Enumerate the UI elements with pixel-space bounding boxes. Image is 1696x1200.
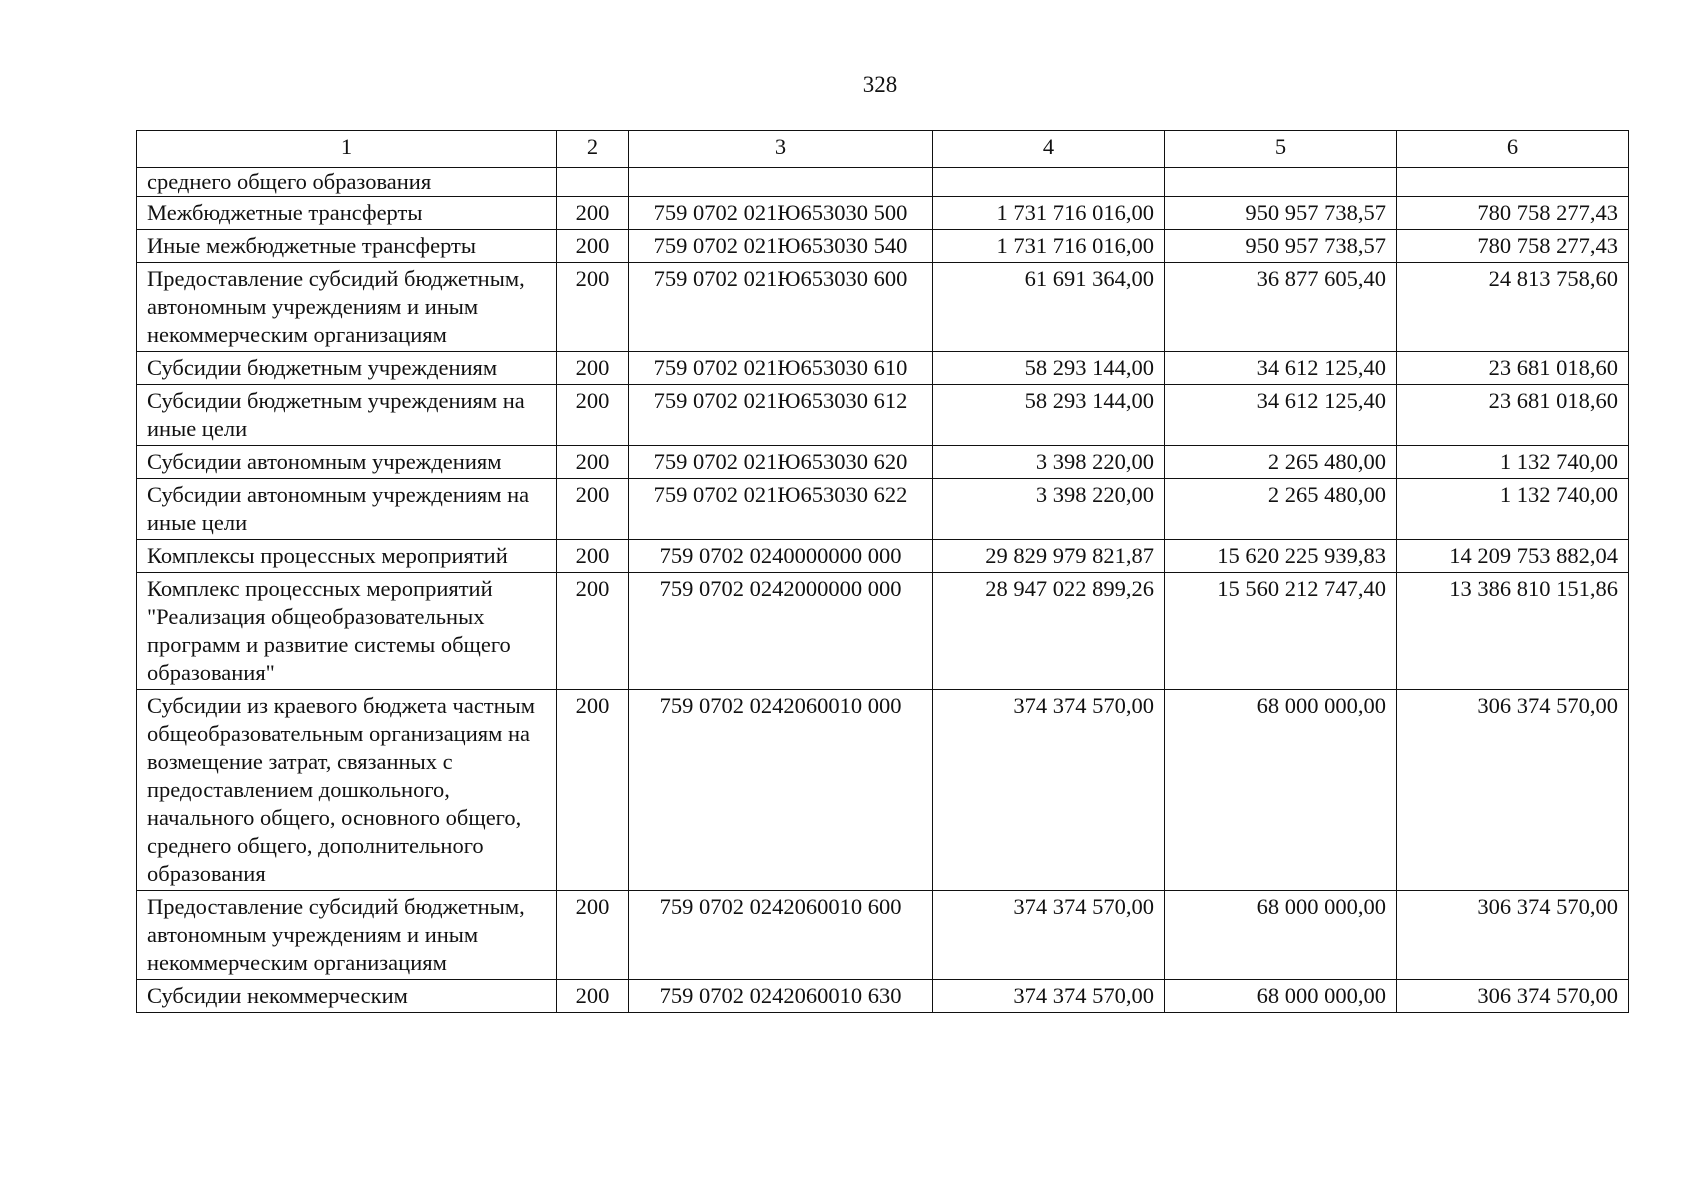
- row-amount-col5: 34 612 125,40: [1165, 352, 1397, 385]
- table-row: [137, 263, 1629, 352]
- row-classification: 759 0702 0242060010 600: [629, 891, 933, 980]
- table-body: [137, 168, 1629, 1013]
- row-name: Иные межбюджетные трансферты: [137, 230, 557, 263]
- row-amount-col4: 1 731 716 016,00: [933, 230, 1165, 263]
- row-amount-col4: 28 947 022 899,26: [933, 573, 1165, 690]
- table-row: [137, 980, 1629, 1013]
- row-amount-col5: 15 620 225 939,83: [1165, 540, 1397, 573]
- row-amount-col5: 34 612 125,40: [1165, 385, 1397, 446]
- row-amount-col6: 780 758 277,43: [1397, 230, 1629, 263]
- row-name: Субсидии бюджетным учреждениям: [137, 352, 557, 385]
- row-amount-col4: 1 731 716 016,00: [933, 197, 1165, 230]
- row-amount-col6: 306 374 570,00: [1397, 690, 1629, 891]
- row-name: Субсидии автономным учреждениям на иные цели: [137, 479, 557, 540]
- row-amount-col4: 374 374 570,00: [933, 980, 1165, 1013]
- row-name: Комплекс процессных мероприятий "Реализация общеобразовательных программ и развитие системы общего образования": [137, 573, 557, 690]
- row-classification: 759 0702 021Ю653030 622: [629, 479, 933, 540]
- row-amount-col6: 24 813 758,60: [1397, 263, 1629, 352]
- row-code: 200: [557, 385, 629, 446]
- row-code: 200: [557, 446, 629, 479]
- row-name: среднего общего образования: [137, 168, 557, 197]
- row-name: Предоставление субсидий бюджетным, автономным учреждениям и иным некоммерческим организациям: [137, 891, 557, 980]
- row-amount-col6: [1397, 168, 1629, 197]
- row-classification: 759 0702 021Ю653030 612: [629, 385, 933, 446]
- table-row: [137, 891, 1629, 980]
- row-amount-col6: 306 374 570,00: [1397, 980, 1629, 1013]
- row-code: 200: [557, 573, 629, 690]
- row-classification: 759 0702 0240000000 000: [629, 540, 933, 573]
- row-amount-col5: 2 265 480,00: [1165, 446, 1397, 479]
- row-code: [557, 168, 629, 197]
- row-amount-col4: 58 293 144,00: [933, 385, 1165, 446]
- row-code: 200: [557, 891, 629, 980]
- table-header: [137, 131, 1629, 168]
- row-name: Субсидии из краевого бюджета частным общеобразовательным организациям на возмещение затрат, связанных с предоставлением дошкольного, начального общего, основного общего, среднего общего, дополнительного образования: [137, 690, 557, 891]
- row-amount-col5: 68 000 000,00: [1165, 980, 1397, 1013]
- column-header: 5: [1165, 131, 1397, 168]
- column-header: 1: [137, 131, 557, 168]
- row-amount-col6: 23 681 018,60: [1397, 385, 1629, 446]
- row-classification: 759 0702 021Ю653030 540: [629, 230, 933, 263]
- row-amount-col4: 3 398 220,00: [933, 446, 1165, 479]
- row-code: 200: [557, 197, 629, 230]
- row-amount-col4: 374 374 570,00: [933, 891, 1165, 980]
- row-amount-col6: 14 209 753 882,04: [1397, 540, 1629, 573]
- row-classification: 759 0702 0242000000 000: [629, 573, 933, 690]
- row-classification: [629, 168, 933, 197]
- table-row: [137, 230, 1629, 263]
- table-row: [137, 385, 1629, 446]
- row-amount-col5: 950 957 738,57: [1165, 197, 1397, 230]
- row-name: Субсидии некоммерческим: [137, 980, 557, 1013]
- column-header: 2: [557, 131, 629, 168]
- column-header: 3: [629, 131, 933, 168]
- row-amount-col5: 68 000 000,00: [1165, 690, 1397, 891]
- table-row: [137, 573, 1629, 690]
- table-row: [137, 540, 1629, 573]
- row-name: Субсидии автономным учреждениям: [137, 446, 557, 479]
- row-amount-col4: 61 691 364,00: [933, 263, 1165, 352]
- row-classification: 759 0702 021Ю653030 600: [629, 263, 933, 352]
- row-amount-col5: 36 877 605,40: [1165, 263, 1397, 352]
- row-classification: 759 0702 021Ю653030 620: [629, 446, 933, 479]
- row-amount-col6: 306 374 570,00: [1397, 891, 1629, 980]
- page-number: 328: [862, 72, 898, 97]
- row-amount-col4: 29 829 979 821,87: [933, 540, 1165, 573]
- row-name: Предоставление субсидий бюджетным, автономным учреждениям и иным некоммерческим организациям: [137, 263, 557, 352]
- row-classification: 759 0702 0242060010 000: [629, 690, 933, 891]
- row-amount-col4: 374 374 570,00: [933, 690, 1165, 891]
- row-classification: 759 0702 021Ю653030 500: [629, 197, 933, 230]
- column-header: 6: [1397, 131, 1629, 168]
- header-row: [137, 131, 1629, 168]
- row-name: Субсидии бюджетным учреждениям на иные цели: [137, 385, 557, 446]
- table-row: [137, 352, 1629, 385]
- table-row: [137, 479, 1629, 540]
- row-amount-col5: 15 560 212 747,40: [1165, 573, 1397, 690]
- row-classification: 759 0702 0242060010 630: [629, 980, 933, 1013]
- row-amount-col5: [1165, 168, 1397, 197]
- row-classification: 759 0702 021Ю653030 610: [629, 352, 933, 385]
- table-row: [137, 690, 1629, 891]
- row-code: 200: [557, 230, 629, 263]
- row-amount-col6: 23 681 018,60: [1397, 352, 1629, 385]
- row-amount-col4: 3 398 220,00: [933, 479, 1165, 540]
- row-code: 200: [557, 540, 629, 573]
- row-code: 200: [557, 980, 629, 1013]
- table-row: [137, 197, 1629, 230]
- row-code: 200: [557, 263, 629, 352]
- row-amount-col4: 58 293 144,00: [933, 352, 1165, 385]
- row-code: 200: [557, 352, 629, 385]
- row-amount-col6: 13 386 810 151,86: [1397, 573, 1629, 690]
- row-name: Межбюджетные трансферты: [137, 197, 557, 230]
- table-row: [137, 168, 1629, 197]
- row-name: Комплексы процессных мероприятий: [137, 540, 557, 573]
- table-row: [137, 446, 1629, 479]
- row-code: 200: [557, 479, 629, 540]
- column-header: 4: [933, 131, 1165, 168]
- row-code: 200: [557, 690, 629, 891]
- row-amount-col6: 1 132 740,00: [1397, 446, 1629, 479]
- row-amount-col6: 1 132 740,00: [1397, 479, 1629, 540]
- row-amount-col6: 780 758 277,43: [1397, 197, 1629, 230]
- row-amount-col5: 68 000 000,00: [1165, 891, 1397, 980]
- budget-table: [136, 130, 1629, 1013]
- row-amount-col5: 2 265 480,00: [1165, 479, 1397, 540]
- row-amount-col5: 950 957 738,57: [1165, 230, 1397, 263]
- row-amount-col4: [933, 168, 1165, 197]
